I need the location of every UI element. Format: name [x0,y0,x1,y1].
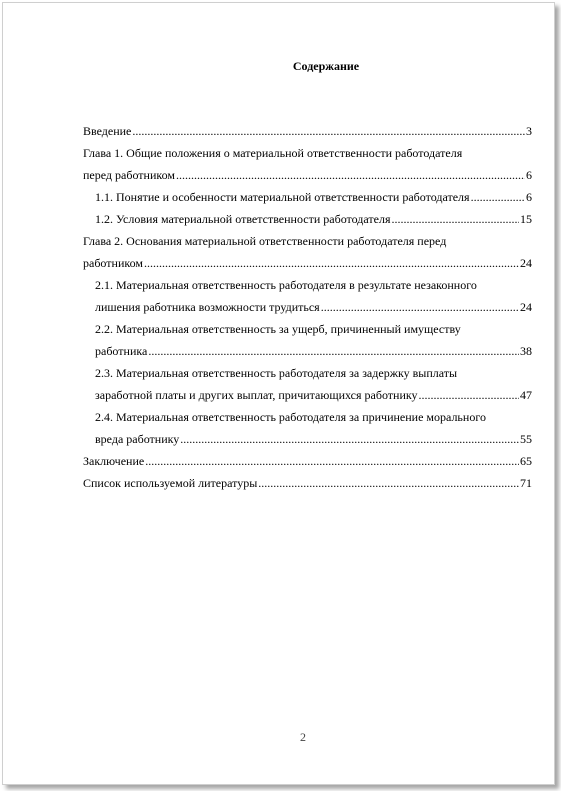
toc-entry-text: 2.1. Материальная ответственность работодателя в результате незаконного [95,278,477,292]
toc-entry-text: Глава 1. Общие положения о материальной ответственности работодателя [83,146,463,160]
toc-entry[interactable] [83,208,532,230]
toc-page-number: 24 [520,300,532,314]
toc-entry-text: работником [83,256,143,270]
toc-entry-text: Список используемой литературы [83,476,258,490]
toc-entry-text: Глава 2. Основания материальной ответственности работодателя перед [83,234,447,248]
toc-entry[interactable] [83,186,532,208]
toc-entry-text: работника [95,344,148,358]
toc-page-number: 71 [520,476,532,490]
dot-leader [148,340,519,362]
toc-entry-text: перед работником [83,168,175,182]
toc-page-number: 55 [520,432,532,446]
toc-entry-text: 1.2. Условия материальной ответственности работодателя [95,212,391,226]
toc-entry[interactable] [83,362,532,406]
dot-leader [176,164,525,186]
toc-page-number: 6 [526,190,532,204]
dot-leader [132,120,525,142]
toc-entry[interactable] [83,406,532,450]
toc-entry[interactable] [83,274,532,318]
table-of-contents [83,120,532,494]
toc-entry[interactable] [83,120,532,142]
dot-leader [419,384,519,406]
dot-leader [471,186,525,208]
toc-entry[interactable] [83,318,532,362]
dot-leader [180,428,519,450]
toc-page-number: 24 [520,256,532,270]
dot-leader [144,252,519,274]
toc-page-number: 38 [520,344,532,358]
page-title: Содержание [292,59,360,73]
toc-entry-text: 2.4. Материальная ответственность работодателя за причинение морального [95,410,486,424]
page-number: 2 [300,730,306,744]
toc-entry-text: заработной платы и других выплат, причитающихся работнику [95,388,418,402]
toc-entry[interactable] [83,230,532,274]
dot-leader [391,208,519,230]
toc-entry-text: вреда работнику [95,432,180,446]
toc-entry-text: Заключение [83,454,145,468]
dot-leader [145,450,519,472]
toc-entry[interactable] [83,450,532,472]
toc-entry-text: 2.2. Материальная ответственность за ущерб, причиненный имуществу [95,322,461,336]
toc-entry-text: 1.1. Понятие и особенности материальной ответственности работодателя [95,190,470,204]
dot-leader [258,472,519,494]
dot-leader [321,296,519,318]
document-page [2,2,555,785]
toc-page-number: 47 [520,388,532,402]
toc-page-number: 6 [526,168,532,182]
toc-entry[interactable] [83,142,532,186]
toc-page-number: 15 [520,212,532,226]
toc-entry-text: 2.3. Материальная ответственность работодателя за задержку выплаты [95,366,458,380]
toc-page-number: 65 [520,454,532,468]
toc-entry[interactable] [83,472,532,494]
toc-entry-text: Введение [83,124,132,138]
toc-page-number: 3 [526,124,532,138]
toc-entry-text: лишения работника возможности трудиться [95,300,320,314]
